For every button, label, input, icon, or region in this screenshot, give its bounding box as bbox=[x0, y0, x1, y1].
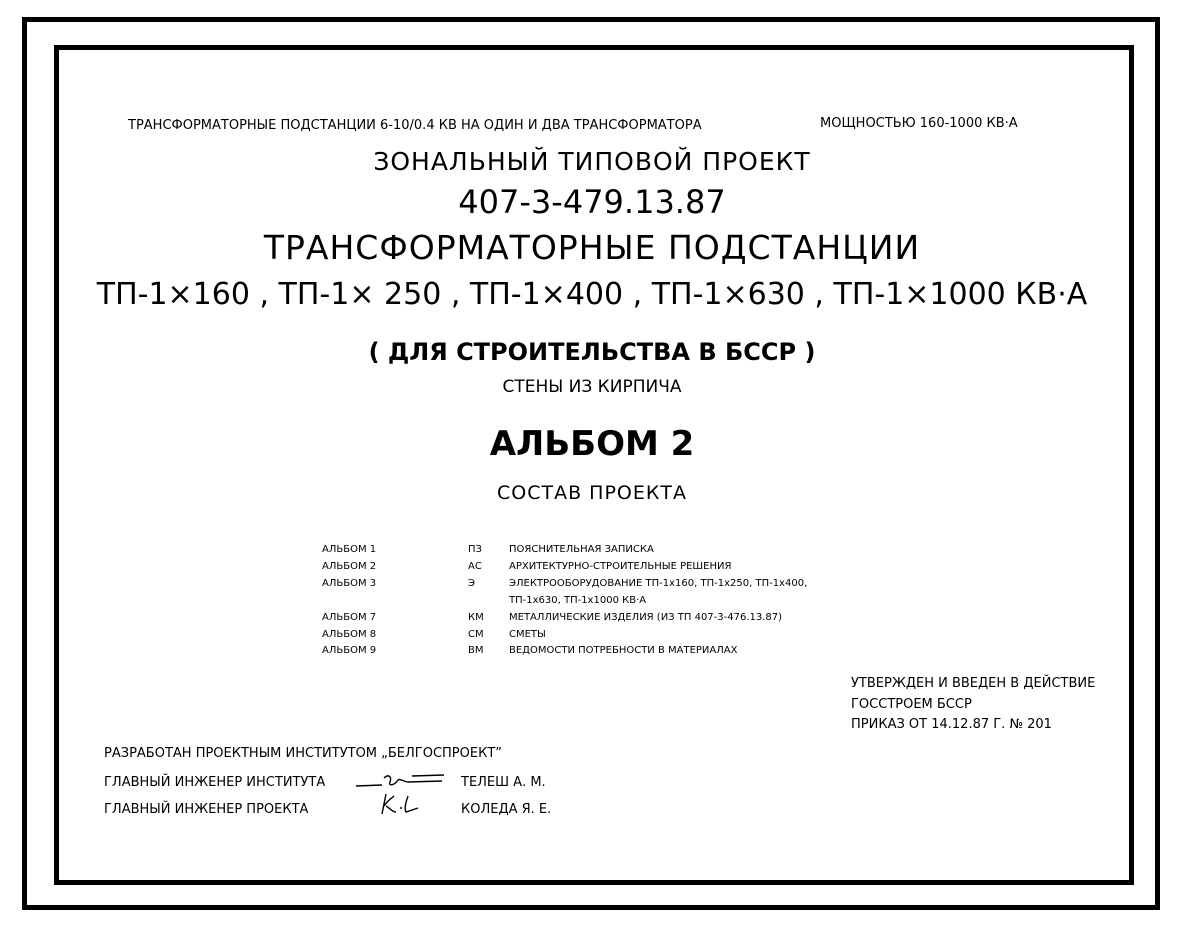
album-description: МЕТАЛЛИЧЕСКИЕ ИЗДЕЛИЯ (ИЗ ТП 407-3-476.13.87) bbox=[509, 612, 783, 623]
approval-line-2: ГОССТРОЕМ БССР bbox=[851, 697, 972, 712]
album-number: АЛЬБОМ 2 bbox=[322, 561, 377, 572]
album-number: АЛЬБОМ 3 bbox=[322, 578, 377, 589]
approval-order: ПРИКАЗ ОТ 14.12.87 Г. № 201 bbox=[851, 717, 1052, 732]
composition-heading: СОСТАВ ПРОЕКТА bbox=[497, 482, 687, 504]
approval-line-1: УТВЕРЖДЕН И ВВЕДЕН В ДЕЙСТВИЕ bbox=[851, 676, 1096, 691]
chief-engineer-institute-name: ТЕЛЕШ А. М. bbox=[461, 775, 546, 790]
album-description: ЭЛЕКТРООБОРУДОВАНИЕ ТП-1х160, ТП-1х250, ТП-1х400, bbox=[509, 578, 808, 589]
chief-engineer-institute-signature bbox=[352, 770, 452, 792]
chief-engineer-project-signature bbox=[378, 790, 428, 820]
developer-line: РАЗРАБОТАН ПРОЕКТНЫМ ИНСТИТУТОМ „БЕЛГОСПРОЕКТ” bbox=[104, 746, 502, 761]
series-title-right: МОЩНОСТЬЮ 160-1000 КВ·А bbox=[820, 116, 1018, 131]
album-code: СМ bbox=[468, 629, 484, 640]
project-number: 407-3-479.13.87 bbox=[458, 183, 726, 221]
album-description: АРХИТЕКТУРНО-СТРОИТЕЛЬНЫЕ РЕШЕНИЯ bbox=[509, 561, 732, 572]
album-code: ВМ bbox=[468, 645, 484, 656]
album-number: АЛЬБОМ 7 bbox=[322, 612, 377, 623]
album-code: ПЗ bbox=[468, 544, 482, 555]
album-code: АС bbox=[468, 561, 482, 572]
album-description: СМЕТЫ bbox=[509, 629, 546, 640]
series-title-left: ТРАНСФОРМАТОРНЫЕ ПОДСТАНЦИИ 6-10/0.4 КВ НА ОДИН И ДВА ТРАНСФОРМАТОРА bbox=[128, 118, 702, 133]
album-code: Э bbox=[468, 578, 475, 589]
walls-note: СТЕНЫ ИЗ КИРПИЧА bbox=[502, 377, 682, 397]
album-title: АЛЬБОМ 2 bbox=[489, 424, 695, 464]
chief-engineer-institute-label: ГЛАВНЫЙ ИНЖЕНЕР ИНСТИТУТА bbox=[104, 775, 326, 790]
zonal-project-label: ЗОНАЛЬНЫЙ ТИПОВОЙ ПРОЕКТ bbox=[373, 147, 811, 176]
album-number: АЛЬБОМ 9 bbox=[322, 645, 377, 656]
album-number: АЛЬБОМ 8 bbox=[322, 629, 377, 640]
chief-engineer-project-name: КОЛЕДА Я. Е. bbox=[461, 802, 552, 817]
chief-engineer-project-label: ГЛАВНЫЙ ИНЖЕНЕР ПРОЕКТА bbox=[104, 802, 309, 817]
album-description: ВЕДОМОСТИ ПОТРЕБНОСТИ В МАТЕРИАЛАХ bbox=[509, 645, 738, 656]
album-description: ТП-1х630, ТП-1х1000 КВ·А bbox=[509, 595, 647, 606]
album-number: АЛЬБОМ 1 bbox=[322, 544, 377, 555]
album-description: ПОЯСНИТЕЛЬНАЯ ЗАПИСКА bbox=[509, 544, 654, 555]
main-title: ТРАНСФОРМАТОРНЫЕ ПОДСТАНЦИИ bbox=[263, 228, 921, 267]
substation-models: ТП-1×160 , ТП-1× 250 , ТП-1×400 , ТП-1×630 , ТП-1×1000 КВ·А bbox=[96, 277, 1088, 312]
region-note: ( ДЛЯ СТРОИТЕЛЬСТВА В БССР ) bbox=[368, 338, 816, 366]
album-code: КМ bbox=[468, 612, 484, 623]
